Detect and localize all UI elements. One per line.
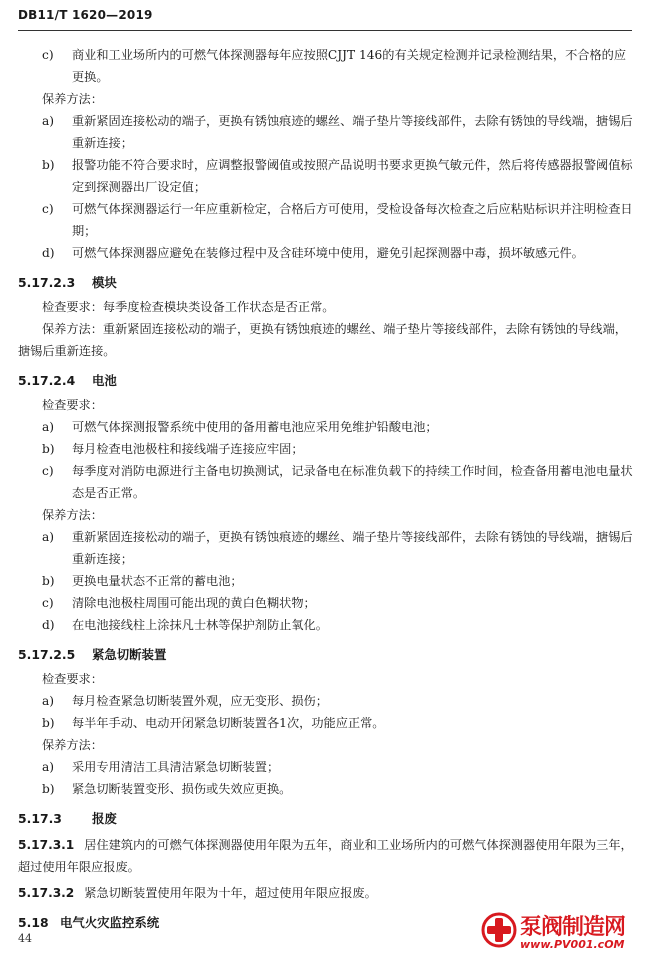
watermark-title: 泵阀制造网 [520,915,626,940]
section-heading: 5.17.2.3 模块 [18,275,117,290]
list-item: a) 每月检查紧急切断装置外观，应无变形、损伤； [42,694,328,708]
valve-logo-icon [480,910,518,954]
watermark-url: www.PV001.cOM [520,938,625,951]
list-item: b) 紧急切断装置变形、损伤或失效应更换。 [42,782,292,796]
maintenance-method: 保养方法：重新紧固连接松动的端子，更换有锈蚀痕迹的螺丝、端子垫片等接线部件，去除有锈蚀的导线端，搪锡后重新连接。 [18,322,627,358]
list-item: a) 重新紧固连接松动的端子，更换有锈蚀痕迹的螺丝、端子垫片等接线部件，去除有锈蚀的导线端，搪锡后重新连接； [42,530,633,566]
maintenance-label: 保养方法： [42,508,103,522]
clause: 5.17.3.2 紧急切断装置使用年限为十年，超过使用年限应报废。 [18,886,377,900]
document-code: DB11/T 1620—2019 [18,8,153,22]
page-number: 44 [18,932,32,945]
list-item: c) 清除电池极柱周围可能出现的黄白色糊状物； [42,596,316,610]
list-item: d) 可燃气体探测器应避免在装修过程中及含硅环境中使用，避免引起探测器中毒，损坏敏感元件。 [42,246,584,260]
list-item: a) 可燃气体探测报警系统中使用的备用蓄电池应采用免维护铅酸电池； [42,420,438,434]
watermark [480,908,640,956]
list-item: b) 更换电量状态不正常的蓄电池； [42,574,243,588]
list-item: b) 每半年手动、电动开闭紧急切断装置各1次，功能应正常。 [42,716,385,730]
page-content [18,44,634,936]
list-item: d) 在电池接线柱上涂抹凡士林等保护剂防止氧化。 [42,618,328,632]
maintenance-label: 保养方法： [42,738,103,752]
list-item: c) 商业和工业场所内的可燃气体探测器每年应按照CJJT 146的有关规定检测并记录检测结果，不合格的应更换。 [42,48,627,84]
clause: 5.17.3.1 居住建筑内的可燃气体探测器使用年限为五年，商业和工业场所内的可燃气体探测器使用年限为三年，超过使用年限应报废。 [18,838,633,874]
header-rule [18,30,632,31]
list-item: b) 报警功能不符合要求时，应调整报警阈值或按照产品说明书要求更换气敏元件，然后将传感器报警阈值标定到探测器出厂设定值； [42,158,633,194]
check-label: 检查要求： [42,398,103,412]
list-item: c) 每季度对消防电源进行主备电切换测试，记录备电在标准负载下的持续工作时间，检查备用蓄电池电量状态是否正常。 [42,464,633,500]
list-item: b) 每月检查电池极柱和接线端子连接应牢固； [42,442,304,456]
section-heading: 5.18 电气火灾监控系统 [18,915,160,930]
list-item: a) 重新紧固连接松动的端子，更换有锈蚀痕迹的螺丝、端子垫片等接线部件，去除有锈蚀的导线端，搪锡后重新连接； [42,114,633,150]
section-heading: 5.17.2.5 紧急切断装置 [18,647,167,662]
list-item: c) 可燃气体探测器运行一年应重新检定，合格后方可使用，受检设备每次检查之后应粘贴标识并注明检查日期； [42,202,633,238]
check-requirement: 检查要求：每季度检查模块类设备工作状态是否正常。 [42,300,335,314]
list-item: a) 采用专用清洁工具清洁紧急切断装置； [42,760,280,774]
maintenance-label: 保养方法： [42,92,103,106]
section-heading: 5.17.2.4 电池 [18,373,117,388]
section-heading: 5.17.3 报废 [18,811,117,826]
check-label: 检查要求： [42,672,103,686]
